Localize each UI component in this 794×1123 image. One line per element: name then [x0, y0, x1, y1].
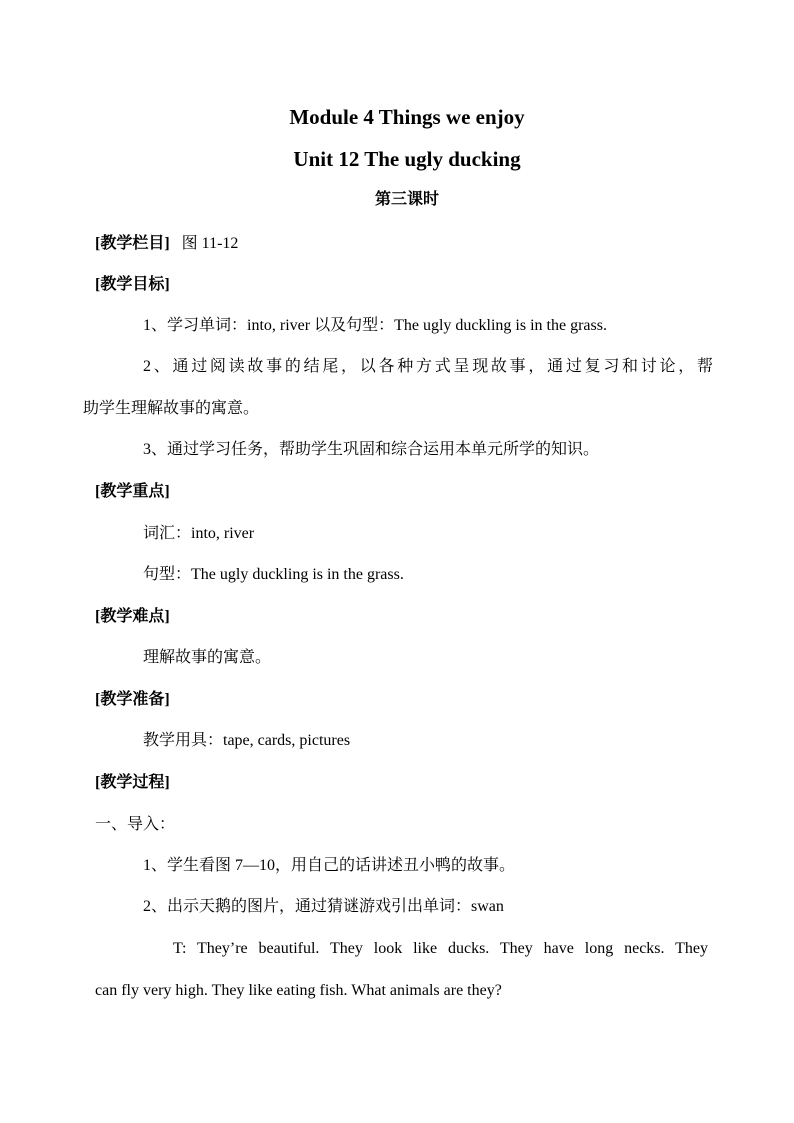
process-heading: [教学过程]: [95, 774, 170, 791]
module-title: Module 4 Things we enjoy: [289, 105, 525, 129]
goal-2-line-1: 2、通过阅读故事的结尾，以各种方式呈现故事，通过复习和讨论，帮: [143, 358, 713, 375]
key-points-heading: [教学重点]: [95, 483, 170, 500]
riddle-line-1: T: They’re beautiful. They look like ducks. They have long necks. They: [173, 940, 708, 957]
difficulty-heading: [教学难点]: [95, 608, 170, 625]
goal-1: 1、学习单词：into, river 以及句型：The ugly duckling is in the grass.: [143, 317, 607, 334]
key-sentence: 句型：The ugly duckling is in the grass.: [143, 566, 404, 583]
unit-title: Unit 12 The ugly ducking: [293, 147, 521, 171]
step-1: 1、学生看图 7—10，用自己的话讲述丑小鸭的故事。: [143, 857, 516, 874]
teaching-column-label: [教学栏目]: [95, 235, 170, 252]
difficulty-text: 理解故事的寓意。: [143, 649, 272, 666]
riddle-line-2: can fly very high. They like eating fish. What animals are they?: [95, 982, 502, 999]
lesson-subtitle: 第三课时: [374, 191, 439, 208]
goal-2-line-2: 助学生理解故事的寓意。: [83, 400, 260, 417]
preparation-text: 教学用具：tape, cards, pictures: [143, 732, 351, 749]
key-vocabulary: 词汇：into, river: [143, 525, 255, 542]
goal-3: 3、通过学习任务，帮助学生巩固和综合运用本单元所学的知识。: [143, 441, 600, 458]
preparation-heading: [教学准备]: [95, 691, 170, 708]
step-2: 2、出示天鹅的图片，通过猜谜游戏引出单词：swan: [143, 898, 504, 915]
teaching-column-value: 图 11-12: [181, 235, 239, 252]
teaching-goals-heading: [教学目标]: [95, 276, 170, 293]
section-intro: 一、导入：: [95, 816, 176, 833]
teaching-column-row: [95, 234, 238, 254]
